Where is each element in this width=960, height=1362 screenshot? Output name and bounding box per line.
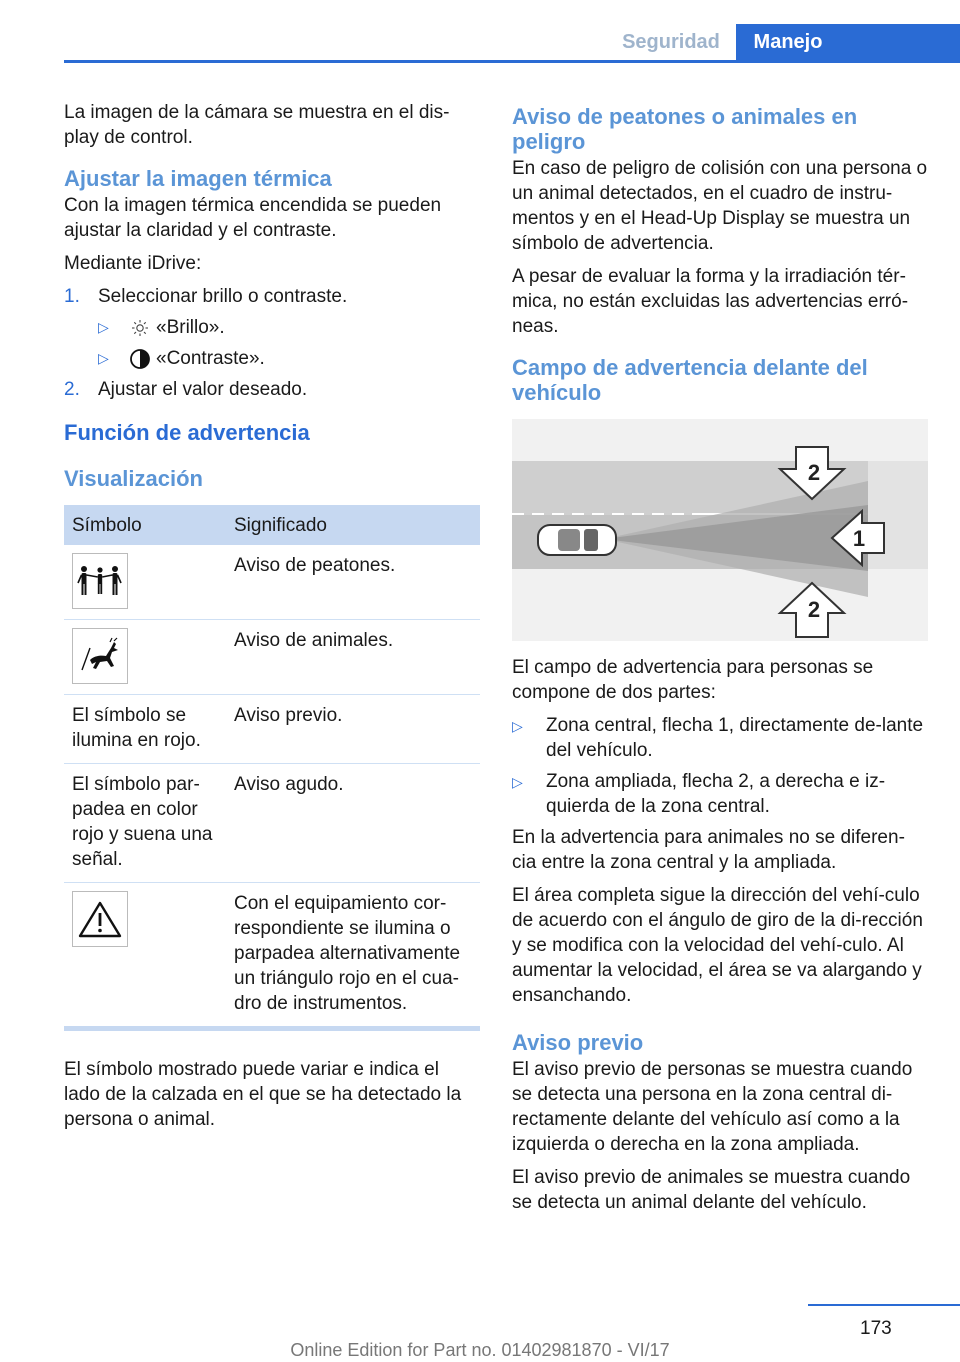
tab-manejo[interactable]: Manejo xyxy=(736,24,840,61)
pedestrian-paragraph-2: A pesar de evaluar la forma y la irradiación tér-mica, no están excluidas las advertencias erró-neas. xyxy=(512,266,909,337)
table-cell xyxy=(64,620,226,695)
symbol-table xyxy=(64,505,480,1026)
idrive-paragraph: Mediante iDrive: xyxy=(64,253,202,274)
heading-prewarning: Aviso previo xyxy=(512,1030,644,1055)
arrow-label-top: 2 xyxy=(807,460,821,485)
warning-field-diagram xyxy=(512,419,928,641)
intro-paragraph: La imagen de la cámara se muestra en el dis-play de control. xyxy=(64,102,450,148)
animal-icon xyxy=(72,628,128,684)
table-cell: El símbolo par-padea en color rojo y suena una señal. xyxy=(64,764,226,883)
heading-adjust: Ajustar la imagen térmica xyxy=(64,166,332,191)
table-header-row xyxy=(64,505,480,545)
sub-item-brightness xyxy=(98,315,480,340)
pedestrian-paragraph-1: En caso de peligro de colisión con una persona o un animal detectados, en el cuadro de instru-mentos y en el Head-Up Display se muestra un símbolo de advertencia. xyxy=(512,158,928,254)
table-cell: Con el equipamiento cor-respondiente se ilumina o parpadea alternativamente un triángulo rojo en el cua-dro de instrumentos. xyxy=(234,893,461,1014)
right-column xyxy=(512,100,928,1223)
zones-list xyxy=(512,713,928,819)
table-row xyxy=(64,620,480,695)
triangle-bullet-icon: ▷ xyxy=(98,319,109,335)
heading-pedestrian-warning: Aviso de peatones o animales en peligro xyxy=(512,104,858,154)
table-header: Significado xyxy=(226,505,480,545)
header-rule xyxy=(64,60,960,63)
triangle-bullet-icon: ▷ xyxy=(98,350,109,366)
table-header: Símbolo xyxy=(64,505,226,545)
list-item xyxy=(64,284,480,309)
steps-list xyxy=(64,284,480,402)
table-bottom-rule xyxy=(64,1026,480,1031)
list-item xyxy=(512,713,928,763)
bullet-text: Zona central, flecha 1, directamente de-lante del vehículo. xyxy=(546,715,924,761)
table-row xyxy=(64,695,480,764)
heading-function: Función de advertencia xyxy=(64,420,310,445)
sun-icon xyxy=(124,319,156,337)
left-column xyxy=(64,100,480,1140)
prewarning-paragraph-1: El aviso previo de personas se muestra cuando se detecta una persona en la zona central di-rectamente delante del vehículo así como a la izquierda o derecha en la zona ampliada. xyxy=(512,1059,913,1155)
page-number: 173 xyxy=(860,1318,892,1339)
table-cell: Aviso previo. xyxy=(226,695,480,764)
table-cell: El símbolo se ilumina en rojo. xyxy=(64,695,226,764)
triangle-bullet-icon: ▷ xyxy=(512,774,523,790)
area-paragraph: El área completa sigue la dirección del vehí-culo de acuerdo con el ángulo de giro de la di-rección y se modifica con la velocidad del vehí-culo. Al aumentar la velocidad, el área se va alargando y ensanchando. xyxy=(512,885,923,1006)
sub-item-contrast xyxy=(98,346,480,371)
field-paragraph: El campo de advertencia para personas se compone de dos partes: xyxy=(512,657,874,703)
contrast-icon xyxy=(124,348,156,370)
step-text: Ajustar el valor deseado. xyxy=(98,379,308,400)
list-item xyxy=(512,769,928,819)
sub-item-text: «Brillo». xyxy=(156,317,225,338)
page-header xyxy=(0,0,960,62)
heading-display: Visualización xyxy=(64,466,203,491)
after-table-paragraph: El símbolo mostrado puede variar e indica el lado de la calzada en el que se ha detectado la persona o animal. xyxy=(64,1059,462,1130)
animals-paragraph: En la advertencia para animales no se diferen-cia entre la zona central y la ampliada. xyxy=(512,827,905,873)
bullet-text: Zona ampliada, flecha 2, a derecha e iz-quierda de la zona central. xyxy=(546,771,886,817)
step-number: 1. xyxy=(64,286,80,307)
table-cell: Aviso de peatones. xyxy=(226,545,480,620)
list-item xyxy=(64,377,480,402)
heading-warning-field: Campo de advertencia delante del vehículo xyxy=(512,355,868,405)
arrow-label-center: 1 xyxy=(852,526,866,551)
step-number: 2. xyxy=(64,379,80,400)
warning-triangle-icon xyxy=(72,891,128,947)
triangle-bullet-icon: ▷ xyxy=(512,718,523,734)
sub-item-text: «Contraste». xyxy=(156,348,265,369)
table-cell xyxy=(64,545,226,620)
table-row xyxy=(64,545,480,620)
table-cell: Aviso de animales. xyxy=(226,620,480,695)
step-text: Seleccionar brillo o contraste. xyxy=(98,286,348,307)
table-cell: Aviso agudo. xyxy=(226,764,480,883)
header-accent-fill xyxy=(840,24,960,61)
edition-footer: Online Edition for Part no. 01402981870 - VI/17 xyxy=(290,1340,670,1360)
table-cell xyxy=(64,883,226,1027)
table-row xyxy=(64,764,480,883)
footer-rule xyxy=(808,1304,960,1306)
adjust-paragraph: Con la imagen térmica encendida se pueden ajustar la claridad y el contraste. xyxy=(64,195,442,241)
pedestrians-icon xyxy=(72,553,128,609)
table-row xyxy=(64,883,480,1027)
prewarning-paragraph-2: El aviso previo de animales se muestra cuando se detecta un animal delante del vehículo. xyxy=(512,1167,911,1213)
arrow-label-bottom: 2 xyxy=(807,597,821,622)
tab-seguridad[interactable]: Seguridad xyxy=(622,31,720,53)
